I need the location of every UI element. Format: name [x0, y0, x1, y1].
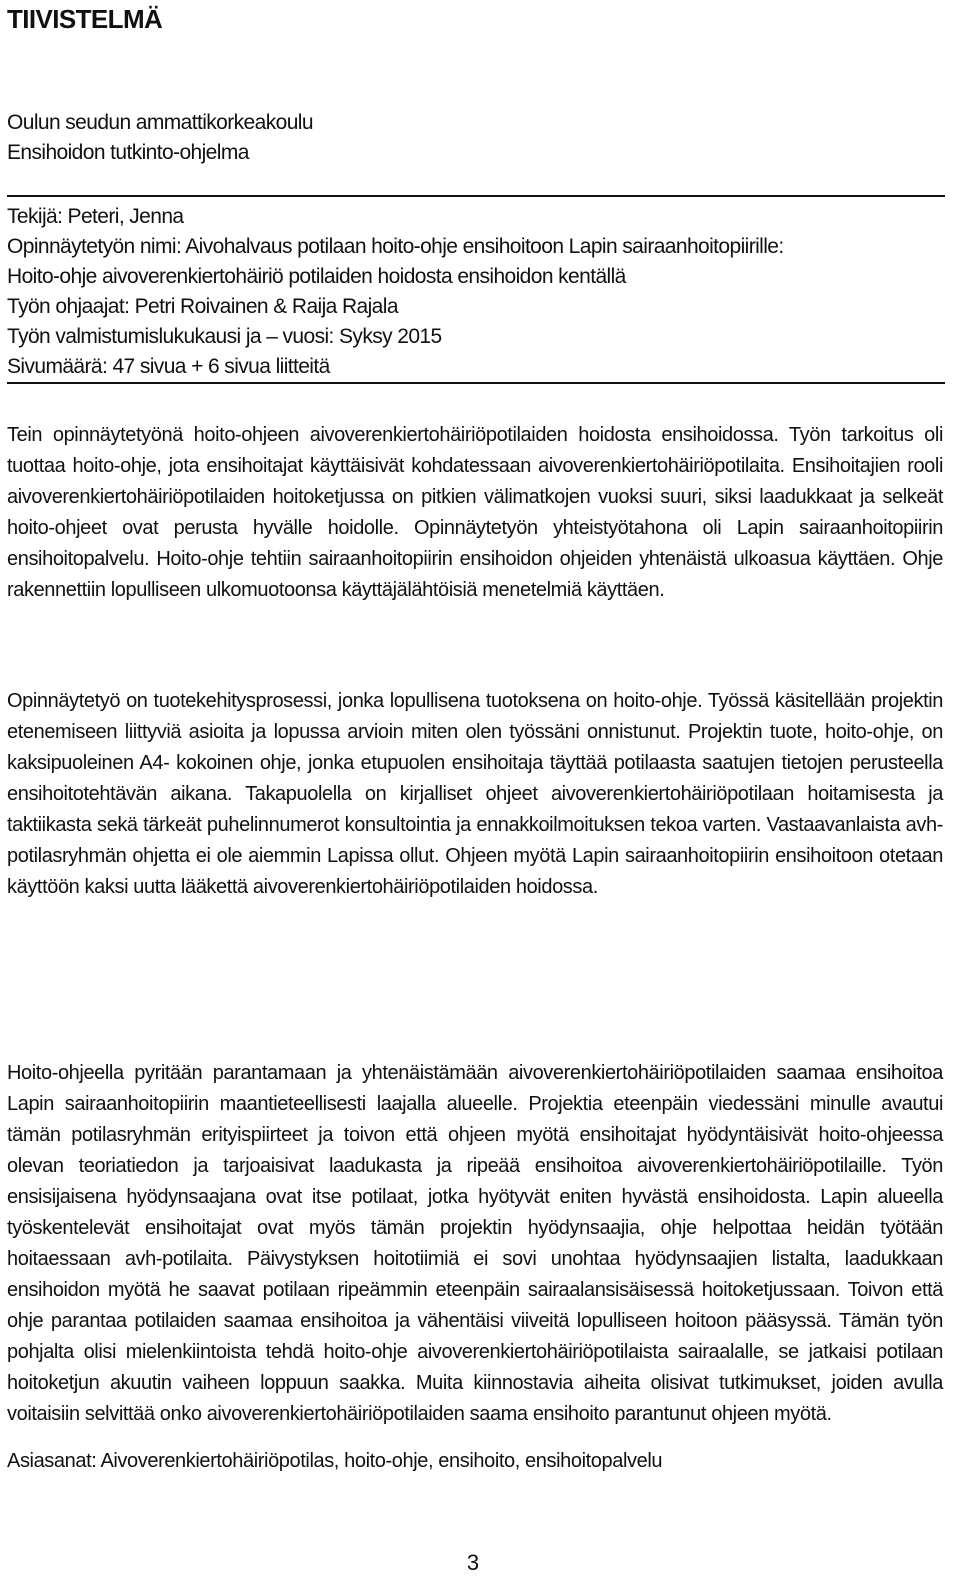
completion-line: Työn valmistumislukukausi ja – vuosi: Syksy 2015: [7, 325, 442, 348]
thesis-title-line-2: Hoito-ohje aivoverenkiertohäiriö potilaiden hoidosta ensihoidon kentällä: [7, 265, 626, 288]
abstract-paragraph-3: Hoito-ohjeella pyritään parantamaan ja yhtenäistämään aivoverenkiertohäiriöpotilaiden saamaa ensihoitoa Lapin sairaanhoitopiirin maantieteellisesti laajalla alueelle. Projektia eteenpäin viedessäni minulle avautui tämän potilasryhmän erityispiirteet ja toivon että ohjeen myötä ensihoitajat hyödyntäisivät hoito-ohjeessa olevan teoriatiedon ja tarjoaisivat laadukasta ja ripeää ensihoitoa aivoverenkiertohäiriöpotilaille. Työn ensisijaisena hyödynsaajana ovat itse potilaat, jotka hyötyvät eniten hyvästä ensihoidosta. Lapin alueella työskentelevät ensihoitajat ovat myös tämän projektin hyödynsaajia, ohje helpottaa heidän työtään hoitaessaan avh-potilaita. Päivystyksen hoitotiimiä ei sovi unohtaa hyödynsaajien listalta, laadukkaan ensihoidon myötä he saavat potilaan ripeämmin eteenpäin sairaalansisäisessä hoitoketjussaan. Toivon että ohje parantaa potilaiden saamaa ensihoitoa ja vähentäisi viiveitä lopulliseen hoitoon pääsyssä. Tämän työn pohjalta olisi mielenkiintoista tehdä hoito-ohje aivoverenkiertohäiriöpotilaista sairaalalle, se jatkaisi potilaan hoitoketjun akuutin vaiheen loppuun saakka. Muita kiinnostavia aiheita olisivat tutkimukset, joiden avulla voitaisiin selvittää onko aivoverenkiertohäiriöpotilaiden saama ensihoito parantunut ohjeen myötä.: [7, 1062, 943, 1425]
keywords: Asiasanat: Aivoverenkiertohäiriöpotilas, hoito-ohje, ensihoito, ensihoitopalvelu: [7, 1450, 663, 1472]
page-count-line: Sivumäärä: 47 sivua + 6 sivua liitteitä: [7, 355, 330, 378]
page-number: 3: [466, 1550, 480, 1575]
abstract-paragraph-1: Tein opinnäytetyönä hoito-ohjeen aivoverenkiertohäiriöpotilaiden hoidosta ensihoidossa. Työn tarkoitus oli tuottaa hoito-ohje, jota ensihoitajat käyttäisivät kohdatessaan aivoverenkiertohäiriöpotilaita. Ensihoitajien rooli aivoverenkiertohäiriöpotilaiden hoitoketjussa on pitkien välimatkojen vuoksi suuri, siksi laadukkaat ja selkeät hoito-ohjeet ovat perusta hyvälle hoidolle. Opinnäytetyön yhteistyötahona oli Lapin sairaanhoitopiirin ensihoitopalvelu. Hoito-ohje tehtiin sairaanhoitopiirin ensihoidon ohjeiden yhtenäistä ulkoasua käyttäen. Ohje rakennettiin lopulliseen ulkomuotoonsa käyttäjälähtöisiä menetelmiä käyttäen.: [7, 424, 943, 601]
degree-program: Ensihoidon tutkinto-ohjelma: [7, 141, 249, 164]
supervisors-line: Työn ohjaajat: Petri Roivainen & Raija Rajala: [7, 295, 398, 318]
divider-top: [7, 195, 945, 197]
page-title: TIIVISTELMÄ: [7, 4, 163, 34]
author-line: Tekijä: Peteri, Jenna: [7, 205, 184, 228]
thesis-title-line-1: Opinnäytetyön nimi: Aivohalvaus potilaan hoito-ohje ensihoitoon Lapin sairaanhoitopiirille:: [7, 235, 784, 258]
institution-school: Oulun seudun ammattikorkeakoulu: [7, 111, 313, 134]
divider-bottom: [7, 382, 945, 384]
abstract-paragraph-2: Opinnäytetyö on tuotekehitysprosessi, jonka lopullisena tuotoksena on hoito-ohje. Työssä käsitellään projektin etenemiseen liittyviä asioita ja lopussa arvioin miten olen työssäni onnistunut. Projektin tuote, hoito-ohje, on kaksipuoleinen A4- kokoinen ohje, jonka etupuolen ensihoitaja täyttää potilaasta saatujen tietojen perusteella ensihoitotehtävän aikana. Takapuolella on kirjalliset ohjeet aivoverenkiertohäiriöpotilaan hoitamisesta ja taktiikasta sekä tärkeät puhelinnumerot konsultointia ja ennakkoilmoituksen tekoa varten. Vastaavanlaista avh-potilasryhmän ohjetta ei ole aiemmin Lapissa ollut. Ohjeen myötä Lapin sairaanhoitopiirin ensihoitoon otetaan käyttöön kaksi uutta lääkettä aivoverenkiertohäiriöpotilaiden hoidossa.: [7, 690, 943, 898]
